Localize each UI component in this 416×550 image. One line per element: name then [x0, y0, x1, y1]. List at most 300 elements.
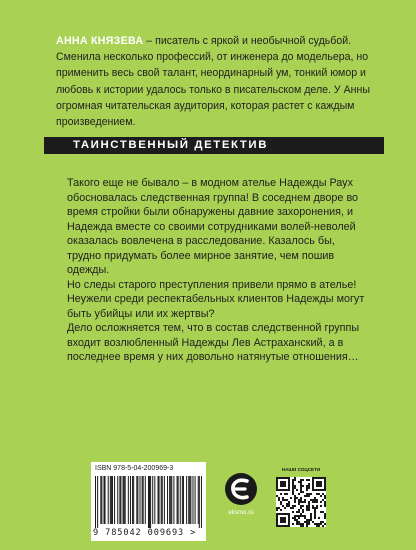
- series-label: ТАИНСТВЕННЫЙ ДЕТЕКТИВ: [73, 139, 269, 151]
- barcode-bar: [120, 476, 121, 524]
- qr-module: [324, 517, 326, 519]
- qr-module: [316, 481, 318, 483]
- qr-module: [282, 497, 284, 499]
- qr-module: [296, 519, 298, 521]
- barcode-bars: [95, 476, 202, 528]
- qr-module: [300, 491, 302, 493]
- qr-module: [302, 485, 304, 487]
- qr-module: [308, 509, 310, 511]
- qr-module: [292, 489, 294, 491]
- qr-module: [314, 477, 316, 479]
- qr-module: [310, 513, 312, 515]
- barcode-bar: [178, 476, 179, 524]
- qr-module: [300, 485, 302, 487]
- qr-module: [298, 521, 300, 523]
- qr-module: [306, 505, 308, 507]
- qr-module: [324, 479, 326, 481]
- qr-module: [288, 503, 290, 505]
- qr-module: [294, 497, 296, 499]
- qr-module: [300, 479, 302, 481]
- qr-module: [284, 499, 286, 501]
- qr-module: [314, 517, 316, 519]
- qr-module: [276, 507, 278, 509]
- qr-module: [292, 485, 294, 487]
- barcode-bar: [158, 476, 159, 524]
- qr-module: [280, 513, 282, 515]
- qr-module: [312, 499, 314, 501]
- eksmo-logo-icon: [220, 472, 262, 508]
- qr-module: [294, 517, 296, 519]
- barcode-block: [91, 462, 206, 541]
- qr-module: [318, 493, 320, 495]
- qr-module: [320, 489, 322, 491]
- qr-module: [310, 515, 312, 517]
- author-bio-text: – писатель с яркой и необычной судьбой. Сменила несколько профессий, от инженера до модельера, но применить весь свой талант, неординарный ум, тонкий юмор и любовь к истории удалось только в писательском деле. У Анны огромная читательская аудитория, которая растет с каждым произведением.: [56, 35, 370, 129]
- qr-module: [286, 493, 288, 495]
- qr-module: [284, 513, 286, 515]
- barcode-bar: [192, 476, 193, 524]
- qr-module: [276, 521, 278, 523]
- qr-module: [298, 517, 300, 519]
- qr-module: [292, 483, 294, 485]
- qr-module: [296, 511, 298, 513]
- qr-module: [294, 479, 296, 481]
- qr-module: [324, 481, 326, 483]
- qr-module: [298, 503, 300, 505]
- barcode-bar: [162, 476, 163, 524]
- qr-module: [298, 515, 300, 517]
- barcode-bar: [136, 476, 137, 524]
- qr-module: [312, 477, 314, 479]
- barcode-bar: [145, 476, 146, 524]
- qr-module: [306, 519, 308, 521]
- qr-module: [284, 481, 286, 483]
- barcode-bar: [97, 476, 98, 528]
- qr-module: [298, 523, 300, 525]
- qr-module: [288, 505, 290, 507]
- barcode-bar: [170, 476, 171, 524]
- barcode-bar: [130, 476, 131, 524]
- barcode-bar: [112, 476, 113, 524]
- barcode-bar: [132, 476, 133, 524]
- qr-module: [296, 523, 298, 525]
- qr-module: [290, 507, 292, 509]
- qr-module: [308, 519, 310, 521]
- ean-digits: 9 785042 009693 >: [93, 528, 197, 538]
- qr-module: [280, 521, 282, 523]
- qr-module: [288, 483, 290, 485]
- qr-module: [276, 479, 278, 481]
- qr-module: [316, 493, 318, 495]
- qr-module: [278, 513, 280, 515]
- qr-module: [298, 509, 300, 511]
- qr-module: [302, 523, 304, 525]
- barcode-bar: [95, 476, 96, 528]
- qr-module: [306, 479, 308, 481]
- barcode-bar: [125, 476, 126, 524]
- author-bio: [56, 33, 386, 130]
- qr-module: [312, 521, 314, 523]
- qr-module: [298, 481, 300, 483]
- qr-module: [286, 499, 288, 501]
- qr-module: [278, 507, 280, 509]
- qr-module: [288, 501, 290, 503]
- qr-module: [312, 481, 314, 483]
- qr-module: [288, 525, 290, 527]
- qr-module: [322, 525, 324, 527]
- qr-module: [286, 503, 288, 505]
- qr-module: [292, 507, 294, 509]
- qr-module: [284, 485, 286, 487]
- qr-module: [292, 511, 294, 513]
- barcode-bar: [100, 476, 101, 524]
- qr-module: [278, 499, 280, 501]
- qr-module: [280, 519, 282, 521]
- qr-module: [280, 517, 282, 519]
- qr-module: [318, 481, 320, 483]
- qr-module: [304, 515, 306, 517]
- qr-module: [278, 525, 280, 527]
- qr-module: [300, 497, 302, 499]
- qr-module: [286, 525, 288, 527]
- qr-module: [302, 501, 304, 503]
- author-name: АННА КНЯЗЕВА: [56, 35, 144, 47]
- qr-module: [302, 479, 304, 481]
- qr-module: [284, 521, 286, 523]
- barcode-bar: [143, 476, 144, 524]
- qr-module: [296, 497, 298, 499]
- barcode-bar: [188, 476, 189, 524]
- qr-module: [312, 507, 314, 509]
- qr-module: [306, 489, 308, 491]
- barcode-bar: [171, 476, 172, 524]
- qr-module: [312, 483, 314, 485]
- barcode-bar: [105, 476, 106, 524]
- qr-module: [284, 519, 286, 521]
- barcode-bar: [173, 476, 174, 524]
- barcode-bar: [128, 476, 129, 524]
- barcode-bar: [201, 476, 202, 528]
- qr-module: [292, 523, 294, 525]
- barcode-bar: [101, 476, 102, 524]
- qr-module: [320, 483, 322, 485]
- qr-module: [276, 525, 278, 527]
- qr-module: [284, 517, 286, 519]
- annotation-paragraph-2: Но следы старого преступления привели прямо в ателье! Неужели среди респектабельных клиентов Надежды могут быть убийцы или их жертвы?: [67, 278, 365, 320]
- qr-module: [304, 517, 306, 519]
- barcode-bar: [103, 476, 104, 524]
- qr-module: [322, 477, 324, 479]
- qr-module: [308, 487, 310, 489]
- qr-module: [284, 477, 286, 479]
- qr-module: [312, 485, 314, 487]
- qr-module: [292, 491, 294, 493]
- qr-module: [284, 493, 286, 495]
- qr-module: [292, 479, 294, 481]
- barcode-bar: [149, 476, 150, 528]
- qr-module: [286, 505, 288, 507]
- qr-module: [324, 477, 326, 479]
- qr-module: [292, 487, 294, 489]
- qr-module: [316, 489, 318, 491]
- qr-module: [324, 503, 326, 505]
- qr-module: [294, 519, 296, 521]
- qr-module: [304, 495, 306, 497]
- qr-module: [300, 501, 302, 503]
- qr-module: [316, 483, 318, 485]
- qr-module: [312, 505, 314, 507]
- qr-module: [292, 517, 294, 519]
- qr-module: [298, 511, 300, 513]
- qr-module: [284, 489, 286, 491]
- qr-module: [314, 489, 316, 491]
- barcode-bar: [119, 476, 120, 524]
- qr-module: [314, 523, 316, 525]
- qr-module: [310, 519, 312, 521]
- qr-module: [284, 525, 286, 527]
- qr-module: [276, 481, 278, 483]
- qr-module: [280, 477, 282, 479]
- qr-module: [280, 485, 282, 487]
- qr-module: [276, 485, 278, 487]
- qr-module: [280, 481, 282, 483]
- qr-module: [324, 495, 326, 497]
- qr-module: [300, 525, 302, 527]
- qr-module: [296, 521, 298, 523]
- qr-module: [322, 521, 324, 523]
- qr-module: [306, 523, 308, 525]
- qr-module: [312, 487, 314, 489]
- qr-module: [308, 523, 310, 525]
- qr-module: [282, 521, 284, 523]
- qr-module: [320, 485, 322, 487]
- qr-module: [316, 477, 318, 479]
- qr-module: [282, 517, 284, 519]
- qr-module: [304, 521, 306, 523]
- qr-module: [318, 485, 320, 487]
- qr-module: [306, 487, 308, 489]
- barcode-bar: [167, 476, 168, 524]
- qr-module: [276, 495, 278, 497]
- qr-module: [308, 485, 310, 487]
- qr-module: [290, 497, 292, 499]
- eksmo-logo: [220, 472, 262, 516]
- qr-module: [280, 493, 282, 495]
- qr-module: [298, 499, 300, 501]
- qr-module: [280, 489, 282, 491]
- qr-module: [288, 485, 290, 487]
- qr-module: [282, 483, 284, 485]
- qr-module: [294, 515, 296, 517]
- qr-module: [300, 515, 302, 517]
- qr-module: [276, 483, 278, 485]
- qr-module: [296, 489, 298, 491]
- qr-module: [288, 479, 290, 481]
- qr-module: [302, 509, 304, 511]
- qr-module: [312, 501, 314, 503]
- qr-module: [286, 477, 288, 479]
- qr-module: [278, 489, 280, 491]
- barcode-bar: [177, 476, 178, 524]
- qr-module: [288, 517, 290, 519]
- qr-module: [284, 507, 286, 509]
- qr-module: [324, 487, 326, 489]
- barcode-bar: [182, 476, 183, 524]
- qr-module: [324, 483, 326, 485]
- qr-module: [324, 523, 326, 525]
- barcode-bar: [117, 476, 118, 524]
- qr-module: [294, 499, 296, 501]
- qr-module: [314, 501, 316, 503]
- barcode-bar: [161, 476, 162, 524]
- qr-module: [282, 513, 284, 515]
- barcode-bar: [108, 476, 109, 524]
- qr-module: [306, 509, 308, 511]
- qr-module: [310, 499, 312, 501]
- qr-module: [294, 495, 296, 497]
- qr-module: [276, 519, 278, 521]
- qr-module: [276, 477, 278, 479]
- barcode-bar: [180, 476, 181, 524]
- qr-code: [276, 477, 326, 527]
- qr-module: [300, 489, 302, 491]
- qr-module: [310, 493, 312, 495]
- qr-module: [292, 481, 294, 483]
- qr-module: [322, 511, 324, 513]
- qr-module: [314, 499, 316, 501]
- qr-module: [302, 515, 304, 517]
- qr-module: [316, 499, 318, 501]
- qr-module: [294, 505, 296, 507]
- qr-module: [318, 483, 320, 485]
- qr-module: [286, 513, 288, 515]
- qr-module: [288, 477, 290, 479]
- qr-module: [276, 523, 278, 525]
- qr-module: [306, 525, 308, 527]
- qr-module: [278, 497, 280, 499]
- barcode-bar: [124, 476, 125, 524]
- barcode-bar: [148, 476, 149, 528]
- qr-module: [306, 485, 308, 487]
- qr-module: [316, 507, 318, 509]
- qr-module: [280, 525, 282, 527]
- qr-module: [316, 485, 318, 487]
- qr-module: [282, 499, 284, 501]
- qr-module: [308, 493, 310, 495]
- barcode-bar: [169, 476, 170, 524]
- qr-module: [304, 501, 306, 503]
- qr-module: [320, 523, 322, 525]
- qr-module: [280, 503, 282, 505]
- barcode-bar: [164, 476, 165, 524]
- qr-module: [314, 513, 316, 515]
- qr-module: [304, 499, 306, 501]
- qr-module: [316, 501, 318, 503]
- qr-module: [320, 477, 322, 479]
- qr-module: [314, 511, 316, 513]
- barcode-bar: [114, 476, 115, 524]
- qr-module: [280, 483, 282, 485]
- qr-module: [320, 495, 322, 497]
- barcode-bar: [123, 476, 124, 524]
- qr-module: [286, 489, 288, 491]
- qr-module: [292, 493, 294, 495]
- qr-module: [320, 481, 322, 483]
- qr-module: [300, 523, 302, 525]
- barcode-bar: [195, 476, 196, 524]
- qr-module: [284, 483, 286, 485]
- qr-module: [300, 483, 302, 485]
- isbn-text: ISBN 978-5-04-200969-3: [95, 465, 174, 472]
- qr-module: [322, 489, 324, 491]
- qr-module: [276, 509, 278, 511]
- qr-module: [320, 511, 322, 513]
- qr-module: [288, 521, 290, 523]
- barcode-bar: [110, 476, 111, 524]
- qr-module: [282, 519, 284, 521]
- qr-module: [278, 477, 280, 479]
- qr-module: [320, 501, 322, 503]
- barcode-bar: [159, 476, 160, 524]
- qr-module: [318, 477, 320, 479]
- qr-module: [302, 505, 304, 507]
- qr-module: [276, 489, 278, 491]
- qr-module: [300, 505, 302, 507]
- qr-module: [314, 507, 316, 509]
- qr-module: [280, 509, 282, 511]
- qr-module: [300, 481, 302, 483]
- qr-module: [298, 493, 300, 495]
- qr-module: [324, 505, 326, 507]
- qr-module: [324, 513, 326, 515]
- qr-module: [288, 519, 290, 521]
- qr-module: [314, 509, 316, 511]
- annotation-paragraph-3: Дело осложняется тем, что в состав следственной группы входит возлюбленный Надежды Лев Астраханский, а в последнее время у них довольно натянутые отношения…: [67, 322, 360, 363]
- qr-module: [318, 489, 320, 491]
- qr-module: [296, 515, 298, 517]
- qr-module: [288, 523, 290, 525]
- qr-module: [318, 523, 320, 525]
- barcode-bar: [198, 476, 199, 524]
- qr-module: [308, 483, 310, 485]
- barcode-bar: [140, 476, 141, 524]
- qr-module: [300, 513, 302, 515]
- qr-module: [288, 481, 290, 483]
- qr-module: [294, 477, 296, 479]
- qr-module: [298, 501, 300, 503]
- qr-module: [276, 517, 278, 519]
- qr-module: [306, 495, 308, 497]
- annotation-paragraph-1: Такого еще не бывало – в модном ателье Надежды Раух обосновалась следственная группа! В соседнем дворе во время стройки были обнаружены давние захоронения, и Надежда вместе со своими сотрудниками волей-неволей оказалась вовлечена в расследование. Казалось бы, трудно придумать более мирное занятие, чем пошив одежды.: [67, 177, 359, 276]
- barcode-bar: [152, 476, 153, 524]
- qr-module: [318, 517, 320, 519]
- qr-module: [276, 487, 278, 489]
- barcode-bar: [186, 476, 187, 524]
- qr-module: [316, 505, 318, 507]
- barcode-bar: [190, 476, 191, 524]
- qr-module: [276, 513, 278, 515]
- barcode-bar: [111, 476, 112, 524]
- social-label: НАШИ СОЦСЕТИ: [281, 467, 321, 472]
- qr-module: [308, 495, 310, 497]
- qr-module: [282, 505, 284, 507]
- qr-module: [308, 501, 310, 503]
- qr-module: [294, 501, 296, 503]
- qr-module: [300, 507, 302, 509]
- qr-module: [322, 493, 324, 495]
- series-banner: [44, 137, 384, 154]
- qr-module: [306, 507, 308, 509]
